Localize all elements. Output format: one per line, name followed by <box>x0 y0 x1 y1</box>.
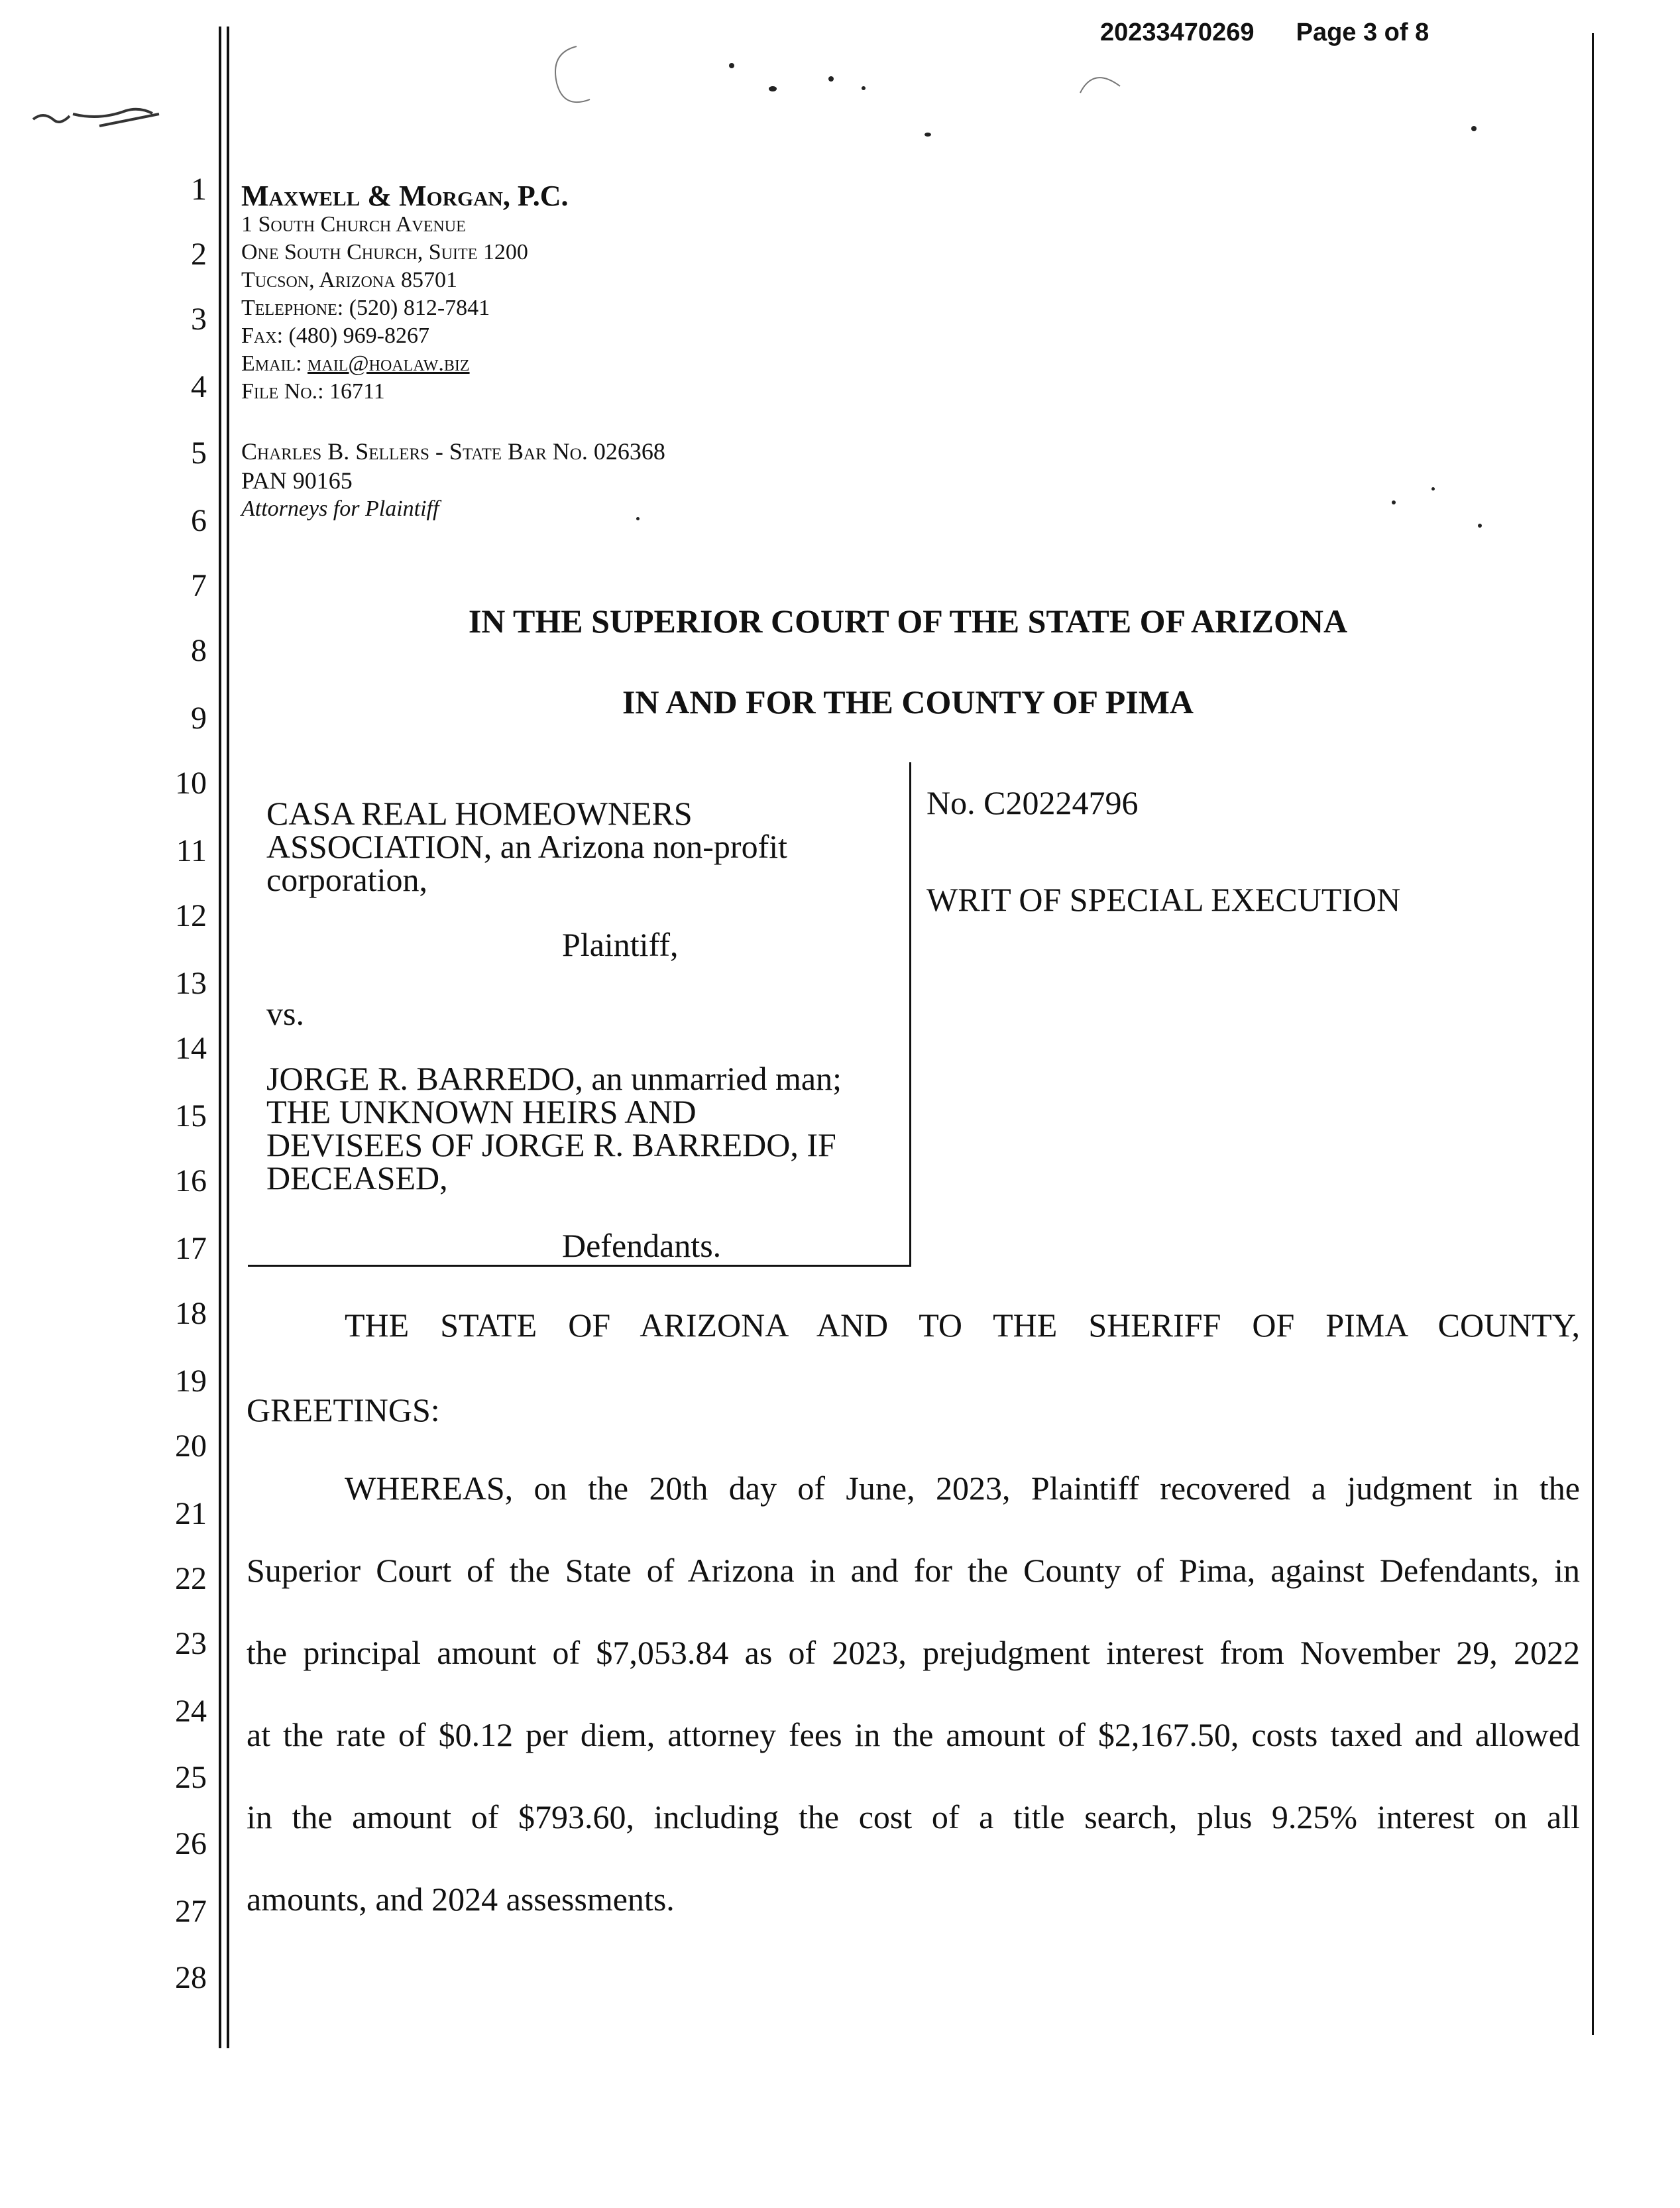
address-line: One South Church, Suite 1200 <box>241 240 528 264</box>
line-number: 2 <box>191 237 207 272</box>
firm-name: Maxwell & Morgan, P.C. <box>241 180 569 212</box>
plaintiff-line: CASA REAL HOMEOWNERS <box>266 795 693 832</box>
line-number: 9 <box>191 701 207 736</box>
address-line: Tucson, Arizona 85701 <box>241 268 457 292</box>
scan-artifact-arc <box>1074 66 1133 106</box>
defendant-line: DECEASED, <box>266 1159 448 1196</box>
greeting: GREETINGS: <box>247 1391 440 1428</box>
line-number: 16 <box>175 1163 207 1198</box>
court-title: IN THE SUPERIOR COURT OF THE STATE OF ARIZONA <box>468 603 1348 640</box>
paragraph-line: amounts, and 2024 assessments. <box>247 1881 675 1918</box>
plaintiff-role: Plaintiff, <box>562 926 679 963</box>
line-number: 20 <box>175 1428 207 1464</box>
file-number: File No.: 16711 <box>241 379 385 404</box>
scan-artifact-scribble <box>27 99 186 139</box>
plaintiff-line: ASSOCIATION, an Arizona non-profit <box>266 828 788 865</box>
left-margin-rule-outer <box>219 27 221 2048</box>
line-number: 26 <box>175 1826 207 1861</box>
line-number: 5 <box>191 436 207 471</box>
line-number: 1 <box>191 172 207 207</box>
line-number: 19 <box>175 1364 207 1399</box>
line-number: 12 <box>175 898 207 933</box>
caption-bottom-rule <box>248 1265 911 1267</box>
line-number: 10 <box>175 766 207 801</box>
page-label: Page 3 of 8 <box>1296 19 1429 46</box>
email-line <box>241 350 470 378</box>
attorney-name: Charles B. Sellers - State Bar No. 026368 <box>241 438 665 465</box>
attorneys-for: Attorneys for Plaintiff <box>241 496 439 521</box>
email-label: Email: <box>241 351 302 376</box>
case-number: No. C20224796 <box>926 784 1139 821</box>
recording-stamp <box>1100 19 1429 47</box>
line-number: 22 <box>175 1561 207 1596</box>
right-margin-rule <box>1592 33 1594 2035</box>
line-number: 6 <box>191 503 207 538</box>
line-number: 15 <box>175 1098 207 1133</box>
telephone: Telephone: (520) 812-7841 <box>241 296 490 320</box>
line-number: 27 <box>175 1894 207 1929</box>
recording-number: 20233470269 <box>1100 19 1255 46</box>
line-number: 3 <box>191 302 207 337</box>
paragraph-line: the principal amount of $7,053.84 as of 2023, prejudgment interest from November 29, 2022 <box>247 1634 1580 1671</box>
paragraph-line: at the rate of $0.12 per diem, attorney fees in the amount of $2,167.50, costs taxed and allowed <box>247 1716 1580 1753</box>
document-title: WRIT OF SPECIAL EXECUTION <box>926 881 1401 918</box>
plaintiff-line: corporation, <box>266 861 427 898</box>
caption-divider <box>909 762 911 1267</box>
line-number: 14 <box>175 1031 207 1066</box>
line-number: 4 <box>191 369 207 404</box>
defendant-line: THE UNKNOWN HEIRS AND <box>266 1093 697 1130</box>
line-number: 17 <box>175 1231 207 1266</box>
defendant-line: JORGE R. BARREDO, an unmarried man; <box>266 1060 842 1097</box>
line-number: 28 <box>175 1960 207 1995</box>
line-number: 7 <box>191 568 207 603</box>
paragraph-line: WHEREAS, on the 20th day of June, 2023, Plaintiff recovered a judgment in the <box>345 1470 1580 1507</box>
line-number: 21 <box>175 1496 207 1531</box>
defendant-line: DEVISEES OF JORGE R. BARREDO, IF <box>266 1126 836 1163</box>
line-number: 18 <box>175 1296 207 1331</box>
line-number: 24 <box>175 1694 207 1729</box>
fax: Fax: (480) 969-8267 <box>241 323 429 348</box>
address-line: THE STATE OF ARIZONA AND TO THE SHERIFF OF PIMA COUNTY, <box>345 1307 1580 1344</box>
pan-number: PAN 90165 <box>241 467 353 494</box>
line-number: 11 <box>176 833 207 868</box>
line-number: 8 <box>191 633 207 668</box>
versus: vs. <box>266 995 304 1032</box>
line-number: 23 <box>175 1626 207 1661</box>
address-line: 1 South Church Avenue <box>241 212 466 237</box>
county-title: IN AND FOR THE COUNTY OF PIMA <box>622 683 1194 721</box>
line-number: 25 <box>175 1760 207 1795</box>
left-margin-rule-inner <box>227 27 229 2048</box>
scan-artifact-circle <box>543 40 610 113</box>
paragraph-line: in the amount of $793.60, including the cost of a title search, plus 9.25% interest on all <box>247 1798 1580 1835</box>
email-link[interactable]: mail@hoalaw.biz <box>308 351 470 376</box>
paragraph-line: Superior Court of the State of Arizona in and for the County of Pima, against Defendants, in <box>247 1552 1580 1589</box>
line-number: 13 <box>175 966 207 1001</box>
defendant-role: Defendants. <box>562 1227 722 1264</box>
